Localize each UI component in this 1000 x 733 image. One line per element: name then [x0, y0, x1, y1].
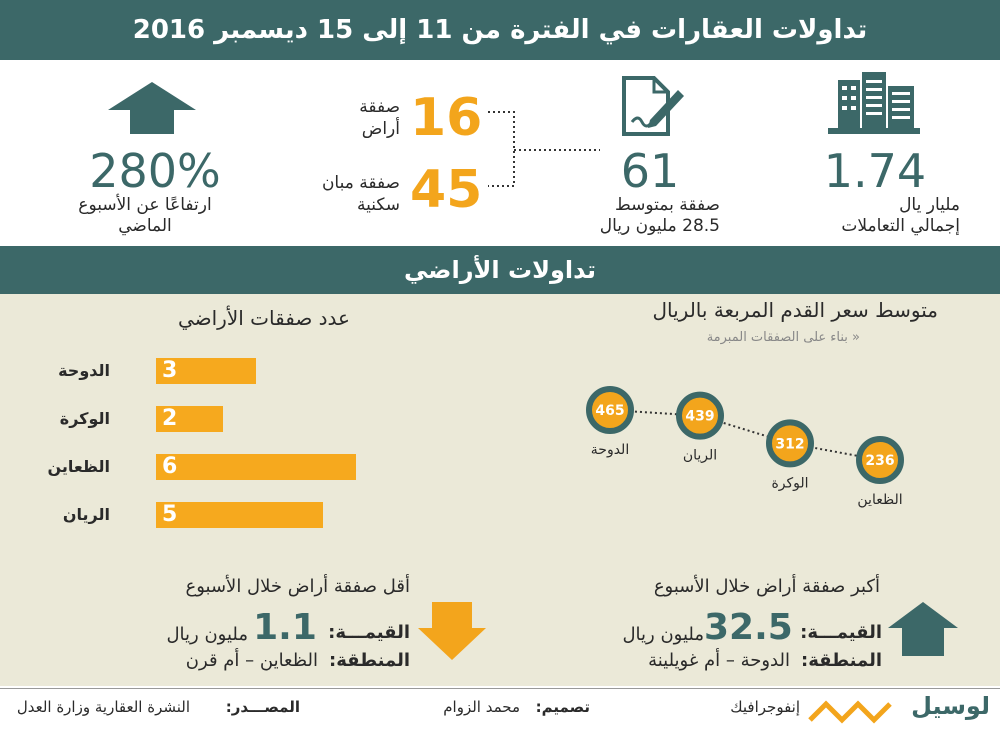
highest-area: الدوحة – أم غويلينة: [648, 650, 790, 671]
footer-divider: [0, 688, 1000, 689]
brand-logo: لوسيل: [911, 692, 990, 720]
designer-name: محمد الزوام: [443, 698, 520, 716]
page-title: تداولات العقارات في الفترة من 11 إلى 15 ديسمبر 2016: [0, 0, 1000, 60]
category-label: الريان: [682, 447, 718, 464]
lowest-title: أقل صفقة أراض خلال الأسبوع: [185, 576, 410, 597]
highest-value-unit: مليون ريال: [622, 624, 704, 645]
bar-value-label: 2: [162, 406, 178, 431]
line-chart-title: متوسط سعر القدم المربعة بالريال: [652, 298, 938, 322]
highest-title: أكبر صفقة أراض خلال الأسبوع: [653, 576, 880, 597]
infographic-label: إنفوجرافيك: [730, 698, 800, 716]
bar: [156, 406, 223, 432]
bar-value-label: 6: [162, 454, 178, 479]
total-label: إجمالي التعاملات: [841, 216, 960, 236]
land-deals-label-1: صفقة: [359, 97, 400, 117]
residential-label-2: سكنية: [356, 195, 400, 215]
highest-value-label: القيمـــة:: [800, 622, 882, 643]
deals-value: 61: [620, 144, 680, 198]
residential-deals-value: 45: [410, 160, 483, 220]
land-deals-label-2: أراض: [361, 119, 400, 139]
data-value-label: 236: [865, 453, 895, 469]
bar-value-label: 3: [162, 358, 178, 383]
category-label: الظعاين: [857, 492, 903, 508]
bar-category-label: الدوحة: [58, 361, 110, 380]
bar: [156, 454, 356, 480]
arrow-up-icon: [886, 600, 960, 658]
bar-chart: [40, 358, 380, 538]
document-pen-icon: [618, 76, 688, 138]
data-value-label: 312: [775, 436, 805, 453]
series-line: [610, 410, 880, 460]
data-value-label: 439: [685, 408, 715, 425]
brand-chevrons: [806, 696, 902, 724]
deals-label-2: 28.5 مليون ريال: [599, 216, 720, 236]
category-label: الدوحة: [590, 442, 630, 458]
data-value-label: 465: [595, 403, 625, 419]
bar-category-label: الريان: [62, 505, 110, 524]
bar-chart-title: عدد صفقات الأراضي: [177, 306, 350, 330]
deals-label-1: صفقة بمتوسط: [614, 195, 720, 215]
lowest-area: الظعاين – أم قرن: [185, 650, 318, 671]
bar-value-label: 5: [162, 502, 178, 527]
line-chart-subtitle: « بناء على الصفقات المبرمة: [706, 330, 860, 345]
buildings-icon: [826, 72, 922, 136]
bar: [156, 502, 323, 528]
lowest-area-label: المنطقة:: [329, 650, 410, 671]
total-unit: مليار يال: [899, 195, 960, 215]
connector-lines: [484, 108, 604, 192]
bar-category-label: الوكرة: [59, 409, 110, 428]
arrow-down-icon: [416, 600, 488, 662]
land-deals-value: 16: [410, 88, 483, 148]
source-text: النشرة العقارية وزارة العدل: [16, 698, 190, 716]
arrow-up-icon: [106, 80, 198, 136]
bar-category-label: الظعاين: [47, 457, 110, 476]
lowest-value-label: القيمـــة:: [328, 622, 410, 643]
dot-chart: [560, 380, 940, 530]
section-title: تداولات الأراضي: [0, 246, 1000, 294]
bar: [156, 358, 256, 384]
design-label: تصميم:: [535, 698, 590, 716]
lowest-value-unit: مليون ريال: [166, 624, 248, 645]
total-value: 1.74: [823, 144, 927, 198]
source-label: المصـــدر:: [225, 698, 300, 716]
highest-value: 32.5: [704, 607, 793, 648]
lowest-value: 1.1: [253, 607, 317, 648]
residential-label-1: صفقة مبان: [321, 173, 400, 193]
highest-area-label: المنطقة:: [801, 650, 882, 671]
category-label: الوكرة: [771, 475, 809, 492]
change-value: 280%: [89, 144, 221, 198]
change-label-1: ارتفاعًا عن الأسبوع: [78, 195, 212, 215]
change-label-2: الماضي: [118, 216, 172, 236]
